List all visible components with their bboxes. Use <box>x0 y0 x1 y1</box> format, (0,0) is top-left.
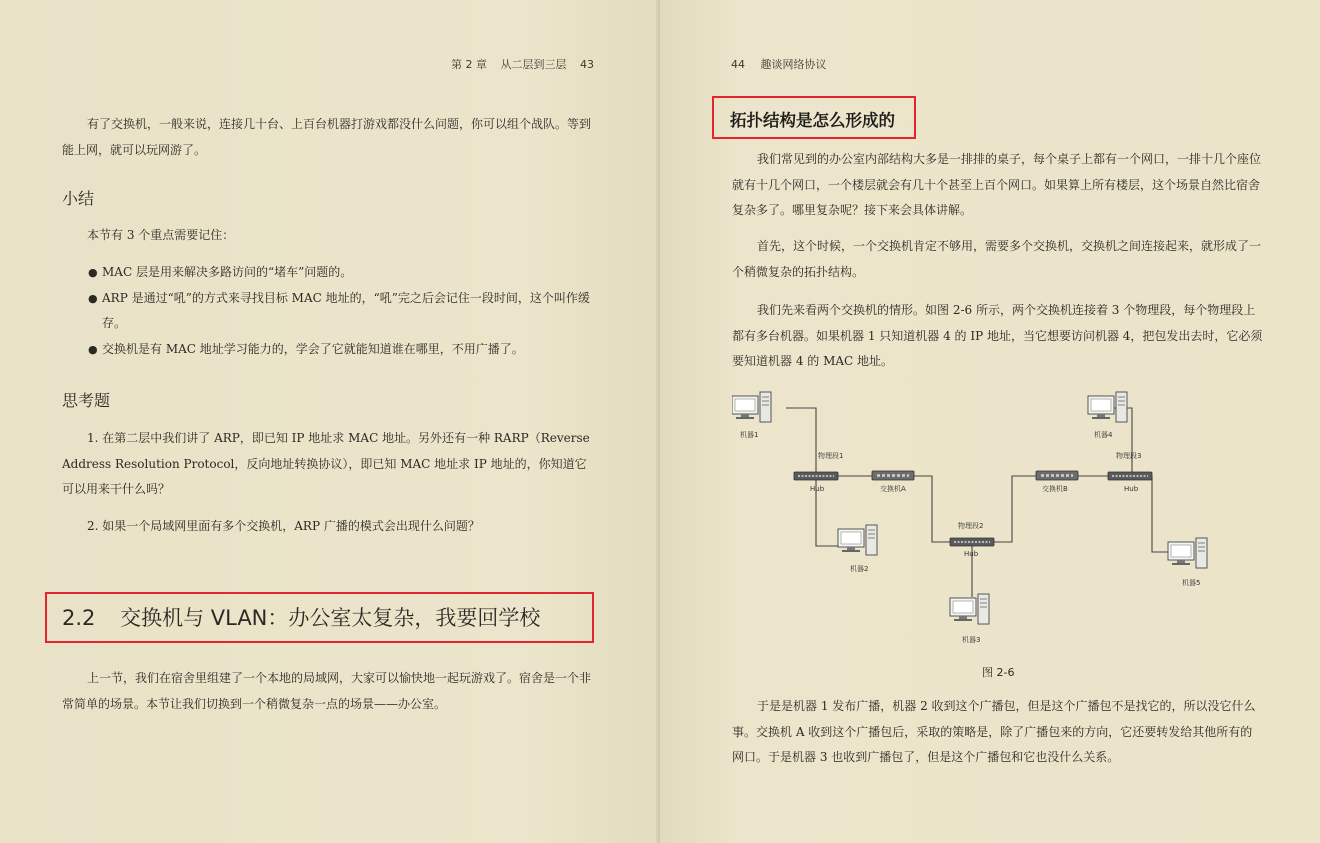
link-hub2-switch-b <box>994 476 1036 542</box>
summary-lead: 本节有 3 个重点需要记住： <box>87 228 235 242</box>
link-machine1-hub1 <box>786 408 816 475</box>
machine-3-label: 机器3 <box>962 636 981 644</box>
machine-1-computer-icon <box>732 392 771 422</box>
right-page <box>660 0 1320 843</box>
left-page-header <box>451 56 594 72</box>
segment-2-label: 物理段2 <box>958 522 984 530</box>
section-subtitle: 拓扑结构是怎么形成的 <box>730 111 895 130</box>
hub-3-label: Hub <box>1124 485 1139 493</box>
machine-3-computer-icon <box>950 594 989 624</box>
paragraph-2: 首先，这个时候，一个交换机肯定不够用，需要多个交换机，交换机之间连接起来，就形成了一个稍微复杂的拓扑结构。 <box>732 239 1262 279</box>
switch-a-label: 交换机A <box>880 485 906 493</box>
chapter-title: 从二层到三层 <box>500 58 567 71</box>
summary-point: ● ARP 是通过“吼”的方式来寻找目标 MAC 地址的，“吼”完之后会记住一段时间，这个叫作缓存。 <box>88 286 594 337</box>
question-1: 1. 在第二层中我们讲了 ARP，即已知 IP 地址求 MAC 地址。另外还有一种 RARP（Reverse Address Resolution Protocol，反向地址转换协议），即已知 MAC 地址求 IP 地址的，你知道它可以用来干什么吗？ <box>62 431 590 496</box>
hub-2-icon <box>950 538 994 546</box>
hub-2-label: Hub <box>964 550 979 558</box>
machine-2-computer-icon <box>838 525 877 555</box>
paragraph-1: 我们常见到的办公室内部结构大多是一排排的桌子，每个桌子上都有一个网口，一排十几个座位就有十几个网口，一个楼层就会有几十个甚至上百个网口。如果算上所有楼层，这个场景自然比宿舍复杂多了。哪里复杂呢？接下来会具体讲解。 <box>732 152 1262 217</box>
machine-1-label: 机器1 <box>740 431 759 439</box>
section-paragraph: 上一节，我们在宿舍里组建了一个本地的局域网，大家可以愉快地一起玩游戏了。宿舍是一个非常简单的场景。本节让我们切换到一个稍微复杂一点的场景——办公室。 <box>62 671 592 711</box>
right-page-header <box>731 56 827 72</box>
network-topology-diagram <box>732 385 1262 655</box>
section-number: 2.2 <box>62 606 96 630</box>
switch-b-icon <box>1036 471 1078 480</box>
questions-heading: 思考题 <box>62 391 111 410</box>
summary-heading: 小结 <box>62 189 95 208</box>
segment-3-label: 物理段3 <box>1116 452 1142 460</box>
book-title: 趣谈网络协议 <box>760 58 827 71</box>
machine-5-computer-icon <box>1168 538 1207 568</box>
chapter-label: 第 2 章 <box>451 58 487 71</box>
summary-point: ● MAC 层是用来解决多路访问的“堵车”问题的。 <box>88 260 594 286</box>
hub-1-label: Hub <box>810 485 825 493</box>
link-hub3-machine5 <box>1152 476 1168 552</box>
hub-3-icon <box>1108 472 1152 480</box>
machine-5-label: 机器5 <box>1182 579 1201 587</box>
segment-1-label: 物理段1 <box>818 452 844 460</box>
machine-2-label: 机器2 <box>850 565 869 573</box>
figure-caption: 图 2-6 <box>982 666 1015 679</box>
switch-a-icon <box>872 471 914 480</box>
closing-paragraph: 于是是机器 1 发布广播，机器 2 收到这个广播包，但是这个广播包不是找它的，所以没它什么事。交换机 A 收到这个广播包后，采取的策略是，除了广播包来的方向，它还要转发给其他所有的网口。于是机器 3 也收到广播包了，但是这个广播包和它也没什么关系。 <box>732 699 1256 764</box>
summary-points <box>88 260 594 362</box>
page-number: 43 <box>580 58 594 71</box>
section-title <box>62 602 540 632</box>
hub-1-icon <box>794 472 838 480</box>
intro-paragraph: 有了交换机，一般来说，连接几十台、上百台机器打游戏都没什么问题，你可以组个战队。等到能上网，就可以玩网游了。 <box>62 117 592 157</box>
summary-point: ● 交换机是有 MAC 地址学习能力的，学会了它就能知道谁在哪里，不用广播了。 <box>88 337 594 363</box>
link-switch-a-hub2 <box>914 476 950 542</box>
paragraph-3: 我们先来看两个交换机的情形。如图 2-6 所示，两个交换机连接着 3 个物理段，每个物理段上都有多台机器。如果机器 1 只知道机器 4 的 IP 地址，当它想要访问机器 4，把包发出去时，它必须要知道机器 4 的 MAC 地址。 <box>732 303 1263 368</box>
page-number: 44 <box>731 58 745 71</box>
section-title-text: 交换机与 VLAN：办公室太复杂，我要回学校 <box>120 606 541 630</box>
switch-b-label: 交换机B <box>1042 485 1068 493</box>
machine-4-computer-icon <box>1088 392 1127 422</box>
machine-4-label: 机器4 <box>1094 431 1113 439</box>
question-2: 2. 如果一个局域网里面有多个交换机，ARP 广播的模式会出现什么问题？ <box>87 519 480 533</box>
